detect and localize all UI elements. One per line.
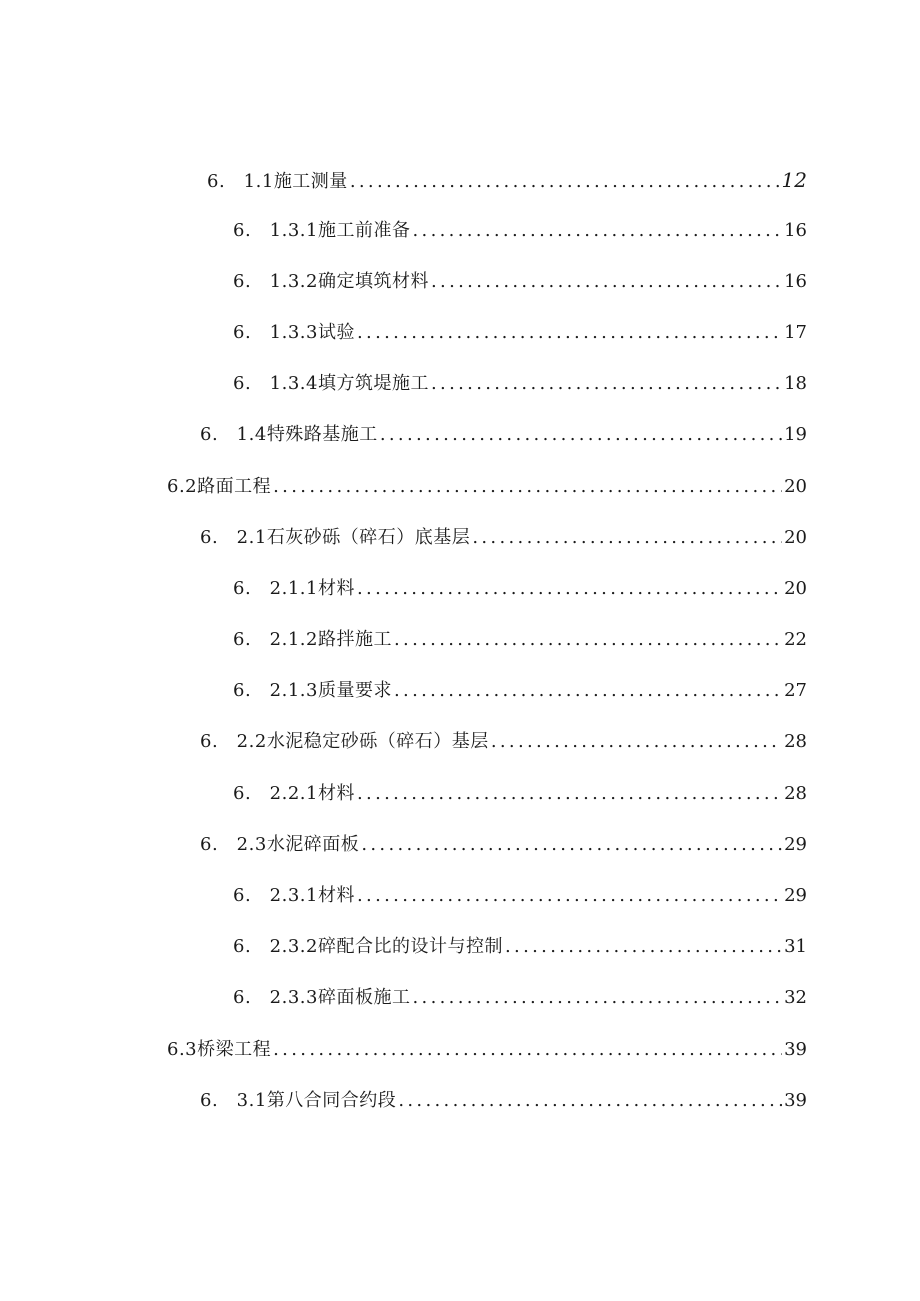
entry-page-number: 32 — [784, 987, 807, 1008]
entry-page-number: 39 — [784, 1039, 807, 1060]
entry-number: 6. 3.1 — [200, 1090, 267, 1111]
toc-entry[interactable] — [200, 727, 807, 757]
dot-leader — [472, 523, 782, 553]
entry-number: 6. 2.2 — [200, 731, 267, 752]
dot-leader — [380, 420, 782, 450]
entry-number: 6. 2.3.1 — [233, 885, 318, 906]
toc-entry[interactable] — [200, 1086, 807, 1116]
entry-number: 6. 1.1 — [207, 171, 274, 192]
toc-entry[interactable] — [233, 216, 807, 246]
entry-number: 6. 2.3.3 — [233, 987, 318, 1008]
dot-leader — [357, 779, 782, 809]
toc-entry[interactable] — [233, 267, 807, 297]
entry-page-number: 29 — [784, 834, 807, 855]
entry-page-number: 28 — [784, 731, 807, 752]
entry-title: 第八合同合约段 — [266, 1090, 397, 1111]
entry-title: 石灰砂砾（碎石）底基层 — [266, 527, 471, 548]
entry-page-number: 31 — [784, 936, 807, 957]
entry-title: 质量要求 — [317, 680, 392, 701]
entry-page-number: 18 — [784, 373, 807, 394]
entry-title: 桥梁工程 — [197, 1039, 272, 1060]
entry-number: 6. 2.3 — [200, 834, 267, 855]
entry-page-number: 28 — [784, 783, 807, 804]
entry-page-number: 16 — [784, 271, 807, 292]
entry-title: 水泥稳定砂砾（碎石）基层 — [266, 731, 489, 752]
dot-leader — [357, 881, 782, 911]
entry-page-number: 20 — [784, 476, 807, 497]
toc-entry[interactable] — [167, 1035, 807, 1065]
entry-page-number: 12 — [781, 168, 807, 192]
toc-entry[interactable] — [167, 472, 807, 502]
entry-number: 6. 1.4 — [200, 424, 267, 445]
entry-page-number: 20 — [784, 578, 807, 599]
dot-leader — [357, 574, 782, 604]
entry-page-number: 27 — [784, 680, 807, 701]
entry-title: 水泥碎面板 — [266, 834, 360, 855]
entry-title: 路拌施工 — [317, 629, 392, 650]
entry-page-number: 16 — [784, 220, 807, 241]
entry-number: 6. 2.1.2 — [233, 629, 318, 650]
entry-page-number: 20 — [784, 527, 807, 548]
entry-number: 6. 1.3.4 — [233, 373, 318, 394]
entry-title: 材料 — [317, 578, 355, 599]
entry-title: 确定填筑材料 — [317, 271, 429, 292]
entry-number: 6. 2.1.3 — [233, 680, 318, 701]
entry-title: 施工测量 — [273, 171, 348, 192]
entry-number: 6.2 — [167, 476, 198, 497]
entry-title: 试验 — [317, 322, 355, 343]
entry-page-number: 22 — [784, 629, 807, 650]
entry-page-number: 19 — [784, 424, 807, 445]
entry-title: 特殊路基施工 — [266, 424, 378, 445]
dot-leader — [505, 932, 782, 962]
toc-entry[interactable] — [233, 369, 807, 399]
entry-number: 6. 2.1.1 — [233, 578, 318, 599]
toc-entry[interactable] — [200, 420, 807, 450]
dot-leader — [412, 216, 782, 246]
entry-number: 6. 1.3.3 — [233, 322, 318, 343]
entry-number: 6. 2.3.2 — [233, 936, 318, 957]
toc-entry[interactable] — [233, 881, 807, 911]
dot-leader — [273, 1035, 782, 1065]
toc-entry[interactable] — [200, 523, 807, 553]
toc-entry[interactable] — [233, 625, 807, 655]
entry-title: 碎面板施工 — [317, 987, 411, 1008]
entry-page-number: 17 — [784, 322, 807, 343]
dot-leader — [491, 727, 782, 757]
toc-entry[interactable] — [233, 574, 807, 604]
dot-leader — [361, 830, 782, 860]
dot-leader — [394, 676, 782, 706]
entry-title: 路面工程 — [197, 476, 272, 497]
entry-page-number: 29 — [784, 885, 807, 906]
entry-title: 碎配合比的设计与控制 — [317, 936, 503, 957]
entry-number: 6. 2.2.1 — [233, 783, 318, 804]
entry-number: 6. 1.3.1 — [233, 220, 318, 241]
entry-number: 6. 1.3.2 — [233, 271, 318, 292]
toc-entry[interactable] — [233, 779, 807, 809]
dot-leader — [357, 318, 782, 348]
dot-leader — [431, 267, 782, 297]
entry-title: 材料 — [317, 783, 355, 804]
dot-leader — [350, 167, 780, 197]
dot-leader — [394, 625, 782, 655]
dot-leader — [412, 983, 782, 1013]
entry-title: 填方筑堤施工 — [317, 373, 429, 394]
entry-number: 6. 2.1 — [200, 527, 267, 548]
toc-entry[interactable] — [207, 165, 807, 195]
toc-entry[interactable] — [233, 932, 807, 962]
toc-entry[interactable] — [233, 983, 807, 1013]
dot-leader — [273, 472, 782, 502]
dot-leader — [398, 1086, 782, 1116]
entry-page-number: 39 — [784, 1090, 807, 1111]
toc-entry[interactable] — [200, 830, 807, 860]
toc-entry[interactable] — [233, 676, 807, 706]
toc-entry[interactable] — [233, 318, 807, 348]
entry-title: 材料 — [317, 885, 355, 906]
entry-number: 6.3 — [167, 1039, 198, 1060]
entry-title: 施工前准备 — [317, 220, 411, 241]
dot-leader — [431, 369, 782, 399]
